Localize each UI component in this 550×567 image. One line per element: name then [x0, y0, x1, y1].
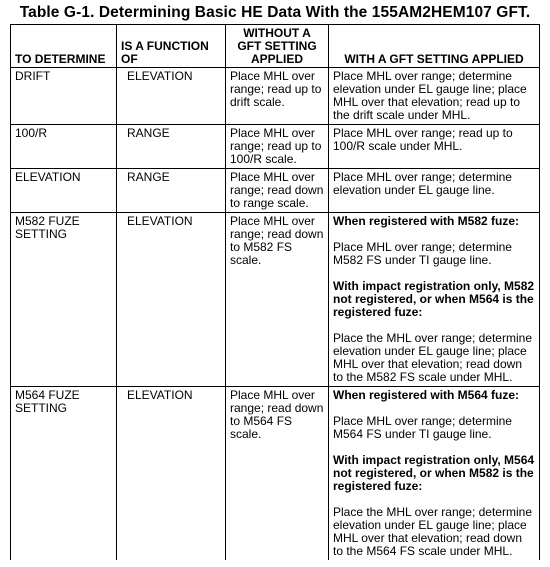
header-without-gft: WITHOUT A GFT SETTING APPLIED: [226, 25, 329, 68]
table-title: Table G-1. Determining Basic HE Data With the 155AM2HEM107 GFT.: [19, 4, 531, 21]
cell-with-gft: [329, 125, 540, 169]
cell-to-determine: 100/R: [11, 125, 117, 169]
cell-function-of: RANGE: [117, 169, 226, 213]
cell-to-determine: M564 FUZE SETTING: [11, 387, 117, 561]
with-gft-heading: With impact registration only, M564 not registered, or when M582 is the registered fuze:: [333, 453, 535, 493]
with-gft-heading: When registered with M582 fuze:: [333, 214, 520, 228]
with-gft-text: Place MHL over range; determine elevation under EL gauge line; place MHL over that elevation; read up to the drift scale under MHL.: [333, 69, 527, 122]
table-row-m564-fuze: [11, 387, 540, 561]
cell-function-of: ELEVATION: [117, 387, 226, 561]
header-with-gft: WITH A GFT SETTING APPLIED: [329, 25, 540, 68]
table-row-drift: [11, 68, 540, 125]
cell-to-determine: DRIFT: [11, 68, 117, 125]
table-row-elevation: [11, 169, 540, 213]
cell-to-determine: ELEVATION: [11, 169, 117, 213]
cell-without-gft: Place MHL over range; read down to range scale.: [226, 169, 329, 213]
table-row-100r: [11, 125, 540, 169]
cell-with-gft: [329, 169, 540, 213]
cell-function-of: RANGE: [117, 125, 226, 169]
table-row-m582-fuze: [11, 213, 540, 387]
header-function-of: IS A FUNCTION OF: [117, 25, 226, 68]
cell-with-gft: [329, 213, 540, 387]
with-gft-heading: When registered with M564 fuze:: [333, 388, 520, 402]
with-gft-text: Place the MHL over range; determine elevation under EL gauge line; place MHL over that elevation; read down to the M582 FS scale under MHL.: [333, 331, 532, 384]
header-row: [11, 25, 540, 68]
with-gft-heading: With impact registration only, M582 not registered, or when M564 is the registered fuze:: [333, 279, 535, 319]
cell-without-gft: Place MHL over range; read down to M582 FS scale.: [226, 213, 329, 387]
with-gft-text: Place MHL over range; determine M582 FS under TI gauge line.: [333, 240, 512, 267]
cell-function-of: ELEVATION: [117, 213, 226, 387]
header-to-determine: TO DETERMINE: [11, 25, 117, 68]
cell-with-gft: [329, 68, 540, 125]
cell-with-gft: [329, 387, 540, 561]
he-data-table: [10, 24, 540, 560]
cell-function-of: ELEVATION: [117, 68, 226, 125]
cell-to-determine: M582 FUZE SETTING: [11, 213, 117, 387]
cell-without-gft: Place MHL over range; read down to M564 FS scale.: [226, 387, 329, 561]
cell-without-gft: Place MHL over range; read up to 100/R scale.: [226, 125, 329, 169]
cell-without-gft: Place MHL over range; read up to drift scale.: [226, 68, 329, 125]
with-gft-text: Place the MHL over range; determine elevation under EL gauge line; place MHL over that elevation; read down to the M564 FS scale under MHL.: [333, 505, 532, 558]
with-gft-text: Place MHL over range; read up to 100/R scale under MHL.: [333, 126, 513, 153]
with-gft-text: Place MHL over range; determine M564 FS under TI gauge line.: [333, 414, 512, 441]
with-gft-text: Place MHL over range; determine elevation under EL gauge line.: [333, 170, 512, 197]
